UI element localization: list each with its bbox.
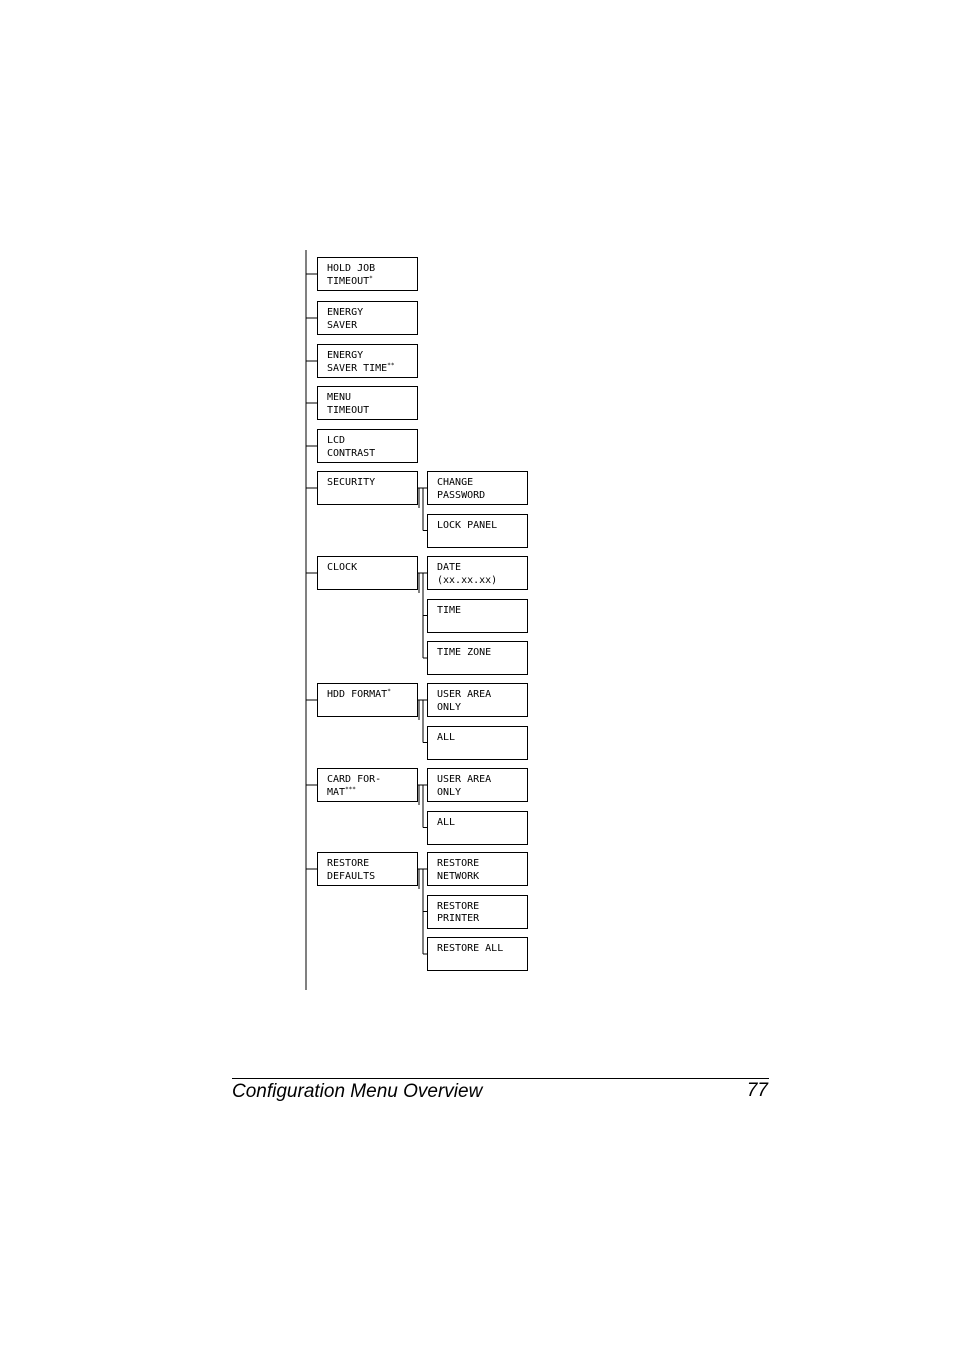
- submenu-item-box-line: (xx.xx.xx): [437, 574, 498, 586]
- menu-item-box-line: TIMEOUT: [327, 404, 370, 416]
- submenu-item-box: [427, 852, 528, 886]
- submenu-item-box: [427, 641, 528, 675]
- submenu-item-box: [427, 811, 528, 845]
- submenu-item-box: [427, 726, 528, 760]
- menu-item-box-line: HOLD JOB: [327, 263, 376, 274]
- menu-item-box-footnote-mark: **: [387, 361, 395, 369]
- menu-item-box-footnote-mark: *: [369, 274, 373, 282]
- menu-item-box-line: MENU: [327, 392, 352, 403]
- submenu-item-box: [427, 683, 528, 717]
- submenu-item-box-line: PRINTER: [437, 913, 480, 924]
- submenu-item-box-line: LOCK PANEL: [437, 519, 498, 531]
- menu-item-box-line: RESTORE: [327, 858, 370, 869]
- submenu-item-box: [427, 599, 528, 633]
- menu-item-box: [317, 301, 418, 335]
- menu-item-box: [317, 257, 418, 291]
- menu-item-box: [317, 852, 418, 886]
- submenu-item-box: [427, 895, 528, 929]
- menu-item-box: [317, 556, 418, 590]
- menu-item-box-line: SAVER: [327, 319, 358, 331]
- submenu-item-box-line: ONLY: [437, 786, 462, 798]
- menu-item-box: [317, 386, 418, 420]
- footer-title: Configuration Menu Overview: [232, 1081, 483, 1102]
- submenu-item-box-line: ALL: [437, 816, 456, 828]
- submenu-item-box-line: ONLY: [437, 701, 462, 713]
- menu-item-box-line: CONTRAST: [327, 447, 376, 459]
- submenu-item-box: [427, 768, 528, 802]
- menu-item-box-line: LCD: [327, 435, 346, 446]
- submenu-item-box: [427, 937, 528, 971]
- submenu-item-box: [427, 556, 528, 590]
- submenu-item-box-line: USER AREA: [437, 689, 492, 700]
- submenu-item-box-line: USER AREA: [437, 774, 492, 785]
- menu-item-box-footnote-mark: *: [387, 688, 391, 695]
- submenu-item-box: [427, 471, 528, 505]
- menu-item-box: [317, 429, 418, 463]
- menu-item-box-line: CLOCK: [327, 562, 358, 573]
- submenu-item-box-line: TIME: [437, 604, 462, 616]
- footer-rule: [232, 1078, 769, 1079]
- submenu-item-box-line: PASSWORD: [437, 489, 486, 501]
- menu-item-box-line: TIMEOUT*: [327, 274, 373, 287]
- submenu-item-box-line: ALL: [437, 731, 456, 743]
- submenu-item-box-line: RESTORE: [437, 900, 480, 912]
- menu-item-box-line: SAVER TIME**: [327, 361, 395, 374]
- menu-item-box-line: SECURITY: [327, 477, 376, 488]
- submenu-item-box-line: NETWORK: [437, 870, 480, 882]
- menu-item-box-line: MAT***: [327, 785, 356, 798]
- menu-item-box: [317, 683, 418, 717]
- menu-item-box-line: DEFAULTS: [327, 870, 376, 882]
- menu-item-box-line: HDD FORMAT*: [327, 688, 391, 700]
- submenu-item-box: [427, 514, 528, 548]
- menu-item-box: [317, 768, 418, 802]
- menu-item-box: [317, 471, 418, 505]
- submenu-item-box-line: CHANGE: [437, 477, 474, 488]
- menu-item-box: [317, 344, 418, 378]
- menu-item-box-line: ENERGY: [327, 350, 364, 361]
- menu-item-box-line: ENERGY: [327, 307, 364, 318]
- page-number: 77: [746, 1080, 768, 1101]
- submenu-item-box-line: RESTORE: [437, 858, 480, 869]
- submenu-item-box-line: RESTORE ALL: [437, 943, 504, 954]
- menu-item-box-line: CARD FOR-: [327, 774, 382, 785]
- submenu-item-box-line: TIME ZONE: [437, 647, 492, 658]
- submenu-item-box-line: DATE: [437, 562, 462, 573]
- menu-item-box-footnote-mark: ***: [345, 785, 356, 793]
